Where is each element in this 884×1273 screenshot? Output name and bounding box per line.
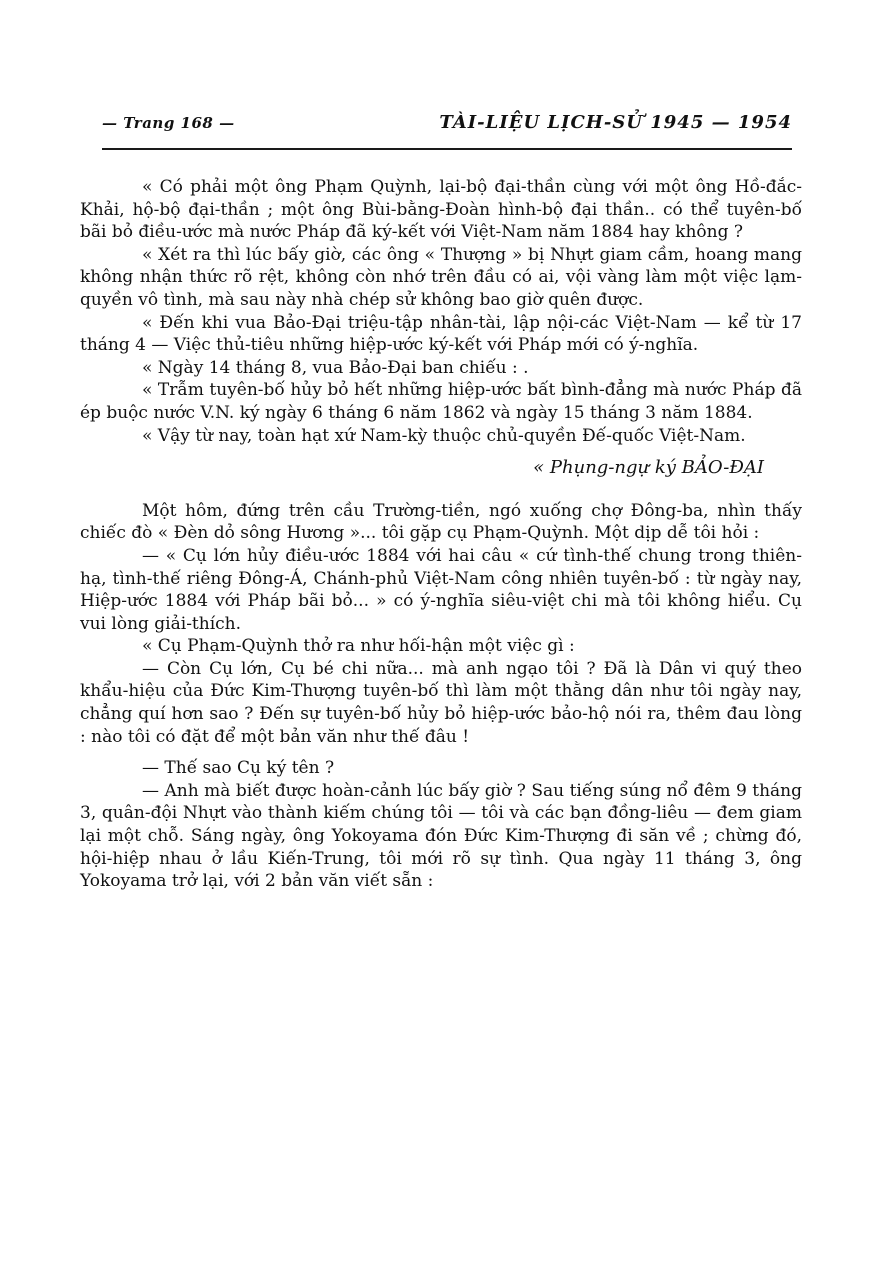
paragraph: — Còn Cụ lớn, Cụ bé chi nữa... mà anh ngạo tôi ? Đã là Dân vi quý theo khẩu-hiệu của Đức Kim-Thượng tuyên-bố thì làm một thằng dân như tôi ngày nay, chẳng quí hơn sao ? Đến sự tuyên-bố hủy bỏ hiệp-ước bảo-hộ nói ra, thêm đau lòng : nào tôi có đặt để một bản văn như thế đâu !	[80, 658, 802, 747]
paragraph: Một hôm, đứng trên cầu Trường-tiền, ngó xuống chợ Đông-ba, nhìn thấy chiếc đò « Đèn dỏ sông Hương »... tôi gặp cụ Phạm-Quỳnh. Một dịp dễ tôi hỏi :	[80, 500, 802, 544]
page-number: — Trang 168 —	[102, 114, 235, 132]
page-body	[80, 176, 802, 893]
paragraph: — « Cụ lớn hủy điều-ước 1884 với hai câu « cứ tình-thế chung trong thiên-hạ, tình-thế riêng Đông-Á, Chánh-phủ Việt-Nam công nhiên tuyên-bố : từ ngày nay, Hiệp-ước 1884 với Pháp bãi bỏ... » có ý-nghĩa siêu-việt chi mà tôi không hiểu. Cụ vui lòng giải-thích.	[80, 545, 802, 634]
paragraph: « Đến khi vua Bảo-Đại triệu-tập nhân-tài, lập nội-các Việt-Nam — kể từ 17 tháng 4 — Việc thủ-tiêu những hiệp-ước ký-kết với Pháp mới có ý-nghĩa.	[80, 312, 802, 356]
royal-signature: « Phụng-ngự ký BẢO-ĐẠI	[533, 457, 764, 479]
paragraph: « Ngày 14 tháng 8, vua Bảo-Đại ban chiếu : .	[142, 357, 529, 378]
paragraph: — Anh mà biết được hoàn-cảnh lúc bấy giờ ? Sau tiếng súng nổ đêm 9 tháng 3, quân-đội Nhựt vào thành kiếm chúng tôi — tôi và các bạn đồng-liêu — đem giam lại một chỗ. Sáng ngày, ông Yokoyama đón Đức Kim-Thượng đi săn về ; chừng đó, hội-hiệp nhau ở lầu Kiến-Trung, tôi mới rõ sự tình. Qua ngày 11 tháng 3, ông Yokoyama trở lại, với 2 bản văn viết sẵn :	[80, 780, 802, 892]
paragraph: « Trẫm tuyên-bố hủy bỏ hết những hiệp-ước bất bình-đẳng mà nước Pháp đã ép buộc nước V.N. ký ngày 6 tháng 6 năm 1862 và ngày 15 tháng 3 năm 1884.	[80, 380, 802, 423]
paragraph: « Có phải một ông Phạm Quỳnh, lại-bộ đại-thần cùng với một ông Hồ-đắc-Khải, hộ-bộ đại-thần ; một ông Bùi-bằng-Đoàn hình-bộ đại thần.. có thể tuyên-bố bãi bỏ điều-ước mà nước Pháp đã ký-kết với Việt-Nam năm 1884 hay không ?	[80, 177, 802, 243]
paragraph: « Cụ Phạm-Quỳnh thở ra như hối-hận một việc gì :	[142, 636, 575, 657]
paragraph: — Thế sao Cụ ký tên ?	[142, 758, 335, 779]
page-header	[102, 112, 792, 150]
running-title: TÀI-LIỆU LỊCH-SỬ 1945 — 1954	[439, 112, 792, 133]
paragraph: « Vậy từ nay, toàn hạt xứ Nam-kỳ thuộc chủ-quyền Đế-quốc Việt-Nam.	[142, 425, 746, 446]
paragraph: « Xét ra thì lúc bấy giờ, các ông « Thượng » bị Nhựt giam cầm, hoang mang không nhận thức rõ rệt, không còn nhớ trên đầu có ai, vội vàng làm một việc lạm-quyền vô tình, mà sau này nhà chép sử không bao giờ quên được.	[80, 244, 802, 310]
